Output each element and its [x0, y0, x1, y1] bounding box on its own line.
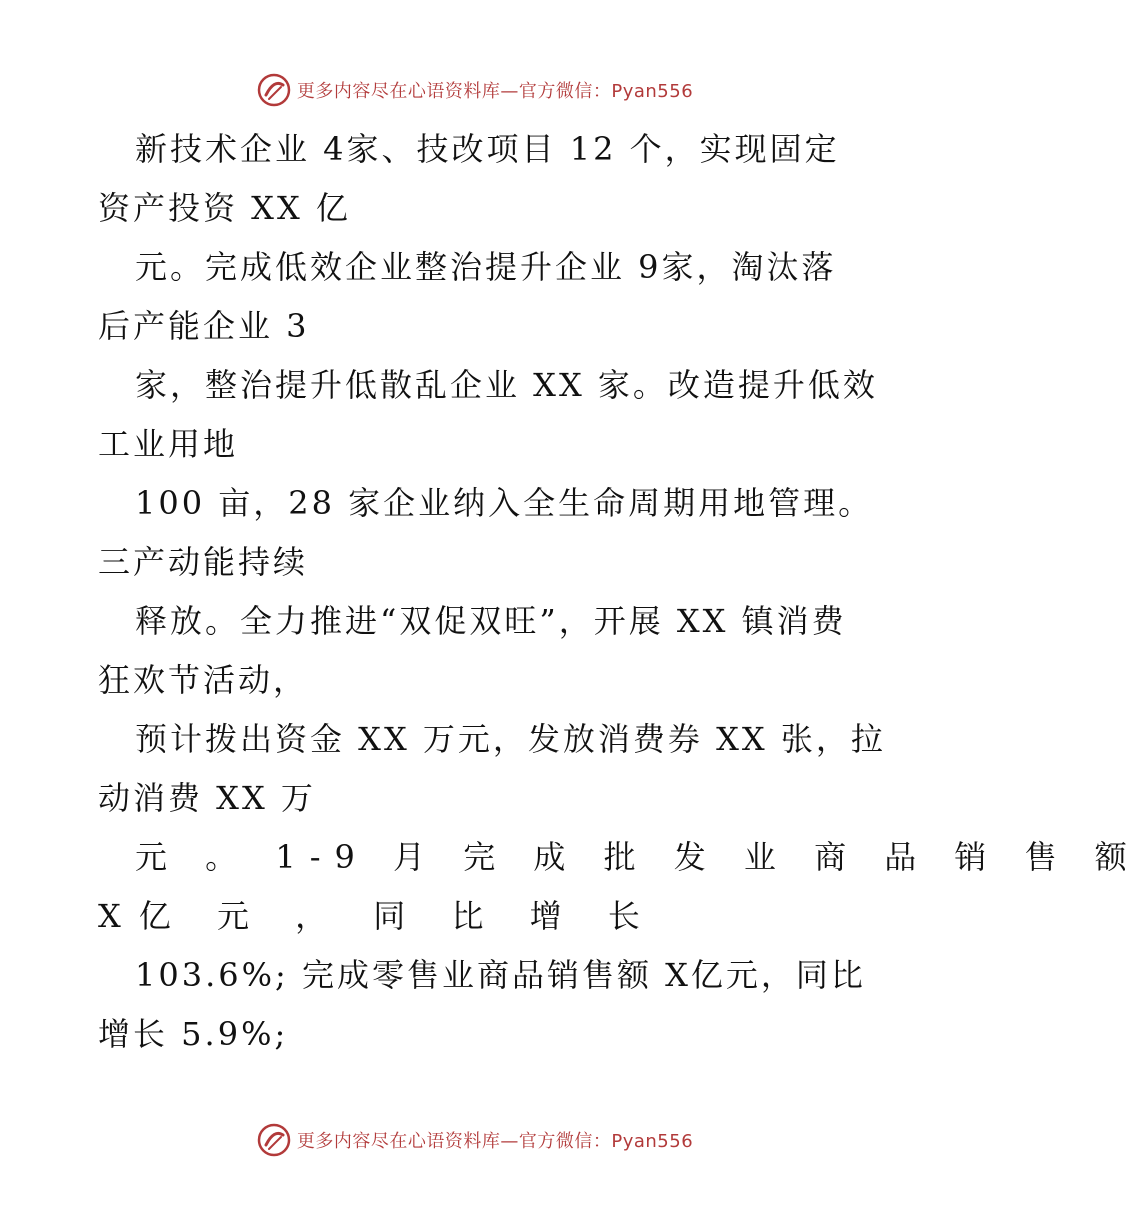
header-banner-text: 更多内容尽在心语资料库—官方微信：Pyan556	[296, 81, 694, 102]
text-line: 预计拨出资金 XX 万元，发放消费券 XX 张，拉	[135, 720, 886, 758]
text-line: 三产动能持续	[98, 543, 309, 581]
text-line: 增长 5.9%;	[98, 1015, 289, 1053]
brand-logo-icon	[257, 1123, 291, 1157]
text-line: 后产能企业 3	[98, 307, 310, 345]
text-line: 工业用地	[98, 425, 239, 463]
text-line: X亿 元 ， 同 比 增 长	[98, 897, 658, 935]
text-line: 狂欢节活动，	[98, 661, 309, 699]
text-line: 动消费 XX 万	[98, 779, 316, 817]
document-body	[98, 120, 1141, 1064]
text-line: 释放。全力推进“双促双旺”，开展 XX 镇消费	[135, 602, 847, 640]
text-line: 新技术企业 4家、技改项目 12 个，实现固定	[135, 130, 840, 168]
text-line: 元 。 1-9 月 完 成 批 发 业 商 品 销 售 额	[135, 838, 1141, 876]
text-line: 100 亩，28 家企业纳入全生命周期用地管理。	[135, 484, 874, 522]
text-line: 家，整治提升低散乱企业 XX 家。改造提升低效	[135, 366, 878, 404]
text-line: 元。完成低效企业整治提升企业 9家，淘汰落	[135, 248, 837, 286]
footer-banner	[0, 1120, 950, 1160]
header-banner	[0, 70, 950, 110]
text-line: 103.6%; 完成零售业商品销售额 X亿元，同比	[135, 956, 866, 994]
footer-banner-text: 更多内容尽在心语资料库—官方微信：Pyan556	[296, 1131, 694, 1152]
brand-logo-icon	[257, 73, 291, 107]
text-line: 资产投资 XX 亿	[98, 189, 351, 227]
